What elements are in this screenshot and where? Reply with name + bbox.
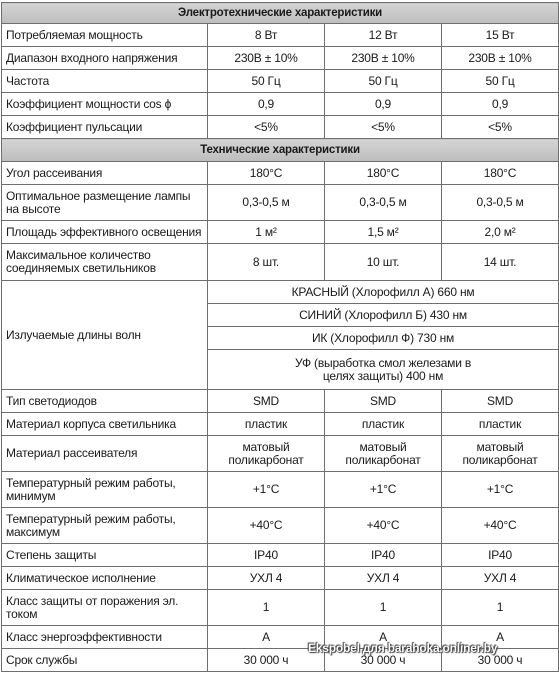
- cell-value: IP40: [442, 544, 559, 567]
- cell-value: пластик: [325, 413, 442, 436]
- cell-value: +40°С: [325, 508, 442, 544]
- cell-value: 2,0 м²: [442, 221, 559, 244]
- table-row: [2, 185, 559, 221]
- cell-value: 0,9: [208, 93, 325, 116]
- cell-value: 1 м²: [208, 221, 325, 244]
- cell-value: 30 000 ч: [325, 649, 442, 672]
- cell-value: 8 шт.: [208, 244, 325, 281]
- cell-value: 1,5 м²: [325, 221, 442, 244]
- cell-value: 230В ± 10%: [442, 47, 559, 70]
- row-label: Срок службы: [2, 649, 208, 672]
- cell-value: 30 000 ч: [442, 649, 559, 672]
- cell-value: 8 Вт: [208, 24, 325, 47]
- table-row: [2, 244, 559, 281]
- watermark-text: Ekspobel для barahoka.onliner.by: [308, 641, 498, 655]
- cell-value: +1°С: [442, 472, 559, 508]
- row-label: Материал корпуса светильника: [2, 413, 208, 436]
- cell-value: +40°С: [442, 508, 559, 544]
- table-row: [2, 508, 559, 544]
- cell-value: 12 Вт: [325, 24, 442, 47]
- cell-value: матовый поликарбонат: [325, 436, 442, 472]
- wavelength-line: КРАСНЫЙ (Хлорофилл А) 660 нм: [208, 281, 559, 304]
- table-row: [2, 390, 559, 413]
- cell-value: IP40: [208, 544, 325, 567]
- cell-value: 0,3-0,5 м: [442, 185, 559, 221]
- wavelength-line: УФ (выработка смол железами в целях защиты) 400 нм: [208, 350, 559, 390]
- cell-value: 15 Вт: [442, 24, 559, 47]
- table-row: [2, 162, 559, 185]
- table-row: [2, 47, 559, 70]
- row-label: Коэффициент мощности cos ϕ: [2, 93, 208, 116]
- row-label: Материал рассеивателя: [2, 436, 208, 472]
- cell-value: 1: [325, 590, 442, 626]
- cell-value: 1: [442, 590, 559, 626]
- cell-value: 230В ± 10%: [325, 47, 442, 70]
- row-label: Оптимальное размещение лампы на высоте: [2, 185, 208, 221]
- table-row: [2, 24, 559, 47]
- row-label-wavelengths: Излучаемые длины волн: [2, 281, 208, 390]
- row-label: Диапазон входного напряжения: [2, 47, 208, 70]
- wavelength-line: ИК (Хлорофилл Ф) 730 нм: [208, 327, 559, 350]
- row-label: Коэффициент пульсации: [2, 116, 208, 139]
- row-label: Температурный режим работы, максимум: [2, 508, 208, 544]
- cell-value: SMD: [325, 390, 442, 413]
- cell-value: 0,3-0,5 м: [208, 185, 325, 221]
- cell-value: 50 Гц: [208, 70, 325, 93]
- section-header-technical: [2, 139, 559, 162]
- row-label: Класс защиты от поражения эл. током: [2, 590, 208, 626]
- cell-value: SMD: [208, 390, 325, 413]
- row-label: Климатическое исполнение: [2, 567, 208, 590]
- cell-value: +1°С: [208, 472, 325, 508]
- cell-value: 230В ± 10%: [208, 47, 325, 70]
- cell-value: пластик: [208, 413, 325, 436]
- section-title-technical: Технические характеристики: [2, 139, 559, 162]
- table-row: [2, 472, 559, 508]
- cell-value: А: [325, 626, 442, 649]
- table-row: [2, 413, 559, 436]
- section-title-electrical: Электротехнические характеристики: [2, 3, 559, 24]
- cell-value: <5%: [208, 116, 325, 139]
- cell-value: 180°С: [325, 162, 442, 185]
- table-row: [2, 221, 559, 244]
- cell-value: УХЛ 4: [325, 567, 442, 590]
- cell-value: 180°С: [208, 162, 325, 185]
- cell-value: 1: [208, 590, 325, 626]
- cell-value: 180°С: [442, 162, 559, 185]
- table-row: [2, 567, 559, 590]
- cell-value: А: [208, 626, 325, 649]
- spec-table: [1, 2, 559, 672]
- cell-value: 50 Гц: [325, 70, 442, 93]
- cell-value: матовый поликарбонат: [208, 436, 325, 472]
- cell-value: <5%: [442, 116, 559, 139]
- row-label: Потребляемая мощность: [2, 24, 208, 47]
- cell-value: пластик: [442, 413, 559, 436]
- table-row: [2, 281, 559, 304]
- cell-value: А: [442, 626, 559, 649]
- cell-value: 14 шт.: [442, 244, 559, 281]
- row-label: Тип светодиодов: [2, 390, 208, 413]
- table-row: [2, 70, 559, 93]
- cell-value: 0,3-0,5 м: [325, 185, 442, 221]
- cell-value: 50 Гц: [442, 70, 559, 93]
- wavelength-line: СИНИЙ (Хлорофилл Б) 430 нм: [208, 304, 559, 327]
- cell-value: +40°С: [208, 508, 325, 544]
- cell-value: 10 шт.: [325, 244, 442, 281]
- table-row: [2, 544, 559, 567]
- table-row: [2, 590, 559, 626]
- row-label: Частота: [2, 70, 208, 93]
- cell-value: SMD: [442, 390, 559, 413]
- cell-value: IP40: [325, 544, 442, 567]
- cell-value: +1°С: [325, 472, 442, 508]
- row-label: Площадь эффективного освещения: [2, 221, 208, 244]
- cell-value: УХЛ 4: [208, 567, 325, 590]
- row-label: Температурный режим работы, минимум: [2, 472, 208, 508]
- table-row: [2, 93, 559, 116]
- row-label: Класс энергоэффективности: [2, 626, 208, 649]
- cell-value: <5%: [325, 116, 442, 139]
- cell-value: 30 000 ч: [208, 649, 325, 672]
- row-label: Максимальное количество соединяемых светильников: [2, 244, 208, 281]
- cell-value: матовый поликарбонат: [442, 436, 559, 472]
- section-header-electrical: [2, 3, 559, 24]
- table-row: [2, 436, 559, 472]
- row-label: Угол рассеивания: [2, 162, 208, 185]
- cell-value: УХЛ 4: [442, 567, 559, 590]
- cell-value: 0,9: [442, 93, 559, 116]
- table-row: [2, 116, 559, 139]
- row-label: Степень защиты: [2, 544, 208, 567]
- cell-value: 0,9: [325, 93, 442, 116]
